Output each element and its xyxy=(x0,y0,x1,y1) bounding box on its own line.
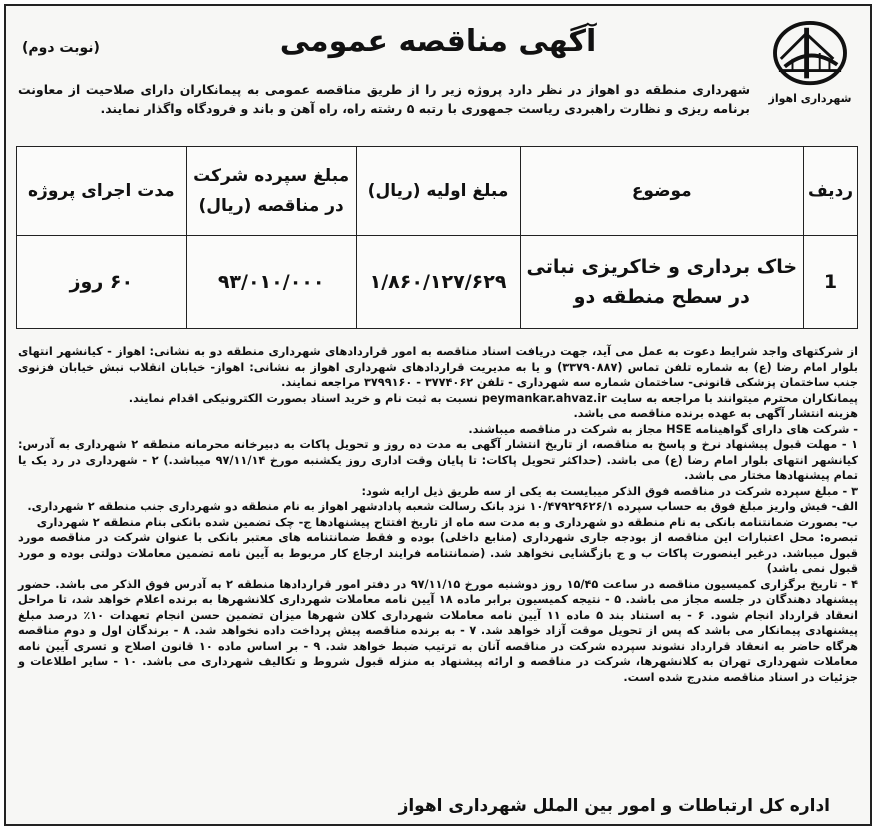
header-deposit-line2: در مناقصه (ریال) xyxy=(198,196,344,216)
table-row xyxy=(17,236,858,329)
cell-subject xyxy=(520,236,804,329)
body-paragraph-deadline: ۱ - مهلت قبول پیشنهاد نرخ و پاسخ به مناقصه، از تاریخ انتشار آگهی به مدت ده روز و تحویل پاکات به دبیرخانه محرمانه منطقه ۲ شهرداری به آدرس: کیانشهر انتهای بلوار امام رضا (ع) می باشد. (حداکثر تحویل پاکات: تا پایان وقت اداری روز یکشنبه مورخ ۹۷/۱۱/۱۴ میباشد.) ۲ - شهرداری در رد یک یا تمام پیشنهادها مختار می باشد. xyxy=(18,438,858,482)
body-paragraph-deposit-methods: ۳ - مبلغ سپرده شرکت در مناقصه فوق الذکر میبایست به یکی از سه طریق ذیل ارایه شود: xyxy=(361,484,858,498)
header-initial-amount: مبلغ اولیه (ریال) xyxy=(356,147,520,236)
header-deposit xyxy=(186,147,356,236)
cell-row-number: 1 xyxy=(804,236,858,329)
header-deposit-line1: مبلغ سپرده شرکت xyxy=(193,166,350,186)
issuer-signature: اداره کل ارتباطات و امور بین الملل شهرداری اهواز xyxy=(398,796,830,816)
cell-deposit: ۹۳/۰۱۰/۰۰۰ xyxy=(186,236,356,329)
body-paragraph-note: تبصره: محل اعتبارات این مناقصه از بودجه جاری شهرداری (منابع داخلی) بوده و فقط ضمانتنامه های معتبر بانکی با عنوان شرکت در مناقصه مورد قبول میباشد. درغیر اینصورت پاکات ب و ج بازگشایی نخواهد شد. (ضمانتنامه فرایند ارجاع کار مربوط به آیین نامه تضمین معاملات دولتی بوده و مورد قبول نمی باشد) xyxy=(18,531,858,575)
body-paragraph-conditions: ۴ - تاریخ برگزاری کمیسیون مناقصه در ساعت ۱۵/۴۵ روز دوشنبه مورخ ۹۷/۱۱/۱۵ در دفتر امور قراردادها منطقه ۲ به آدرس فوق الذکر می باشد. حضور پیشنهاد دهندگان در جلسه مجاز می باشد. ۵ - نتیجه کمیسیون برابر ماده ۱۸ آیین نامه معاملات شهرداری کلانشهرها به برنده اعلام خواهد شد، تا مراحل انعقاد قرارداد انجام شود. ۶ - به استناد بند ۵ ماده ۱۱ آیین نامه معاملات شهرداری کلان شهرها میزان تضمین حسن انجام تعهدات ۱۰٪ درصد مبلغ پیشنهادی پیمانکار می باشد که پس از تحویل موقت آزاد خواهد شد. ۷ - به برنده مناقصه پیش پرداخت داده نخواهد شد. ۸ - برندگان اول و دوم مناقصه هرگاه حاضر به انعقاد قرارداد نشوند سپرده شرکت در مناقصه آنان به ترتیب ضبط خواهد شد. ۹ - بر اساس ماده ۱۰ قانون اصلاح و تسری آیین نامه معاملات شهرداری تهران به کلانشهرها، شرکت در مناقصه و ارائه پیشنهاد به منزله قبول شروط و تکالیف شهرداری می باشد. ۱۰ - سایر اطلاعات و جزئیات در اسناد مناقصه مندرج شده است. xyxy=(18,577,858,684)
cell-subject-line2: در سطح منطقه دو xyxy=(573,286,750,308)
tender-table xyxy=(16,146,858,329)
notice-body xyxy=(18,344,858,685)
logo-caption: شهرداری اهواز xyxy=(768,92,852,105)
tender-notice-page xyxy=(4,4,872,826)
cell-subject-line1: خاک برداری و خاکریزی نباتی xyxy=(526,256,798,278)
table-header-row xyxy=(17,147,858,236)
cell-initial-amount: ۱/۸۶۰/۱۲۷/۶۲۹ xyxy=(356,236,520,329)
body-paragraph-invitation: از شرکتهای واجد شرایط دعوت به عمل می آید، جهت دریافت اسناد مناقصه به امور قراردادهای شهرداری منطقه دو به نشانی: اهواز - کیانشهر انتهای بلوار امام رضا (ع) به شماره تلفن تماس (۳۳۷۹۰۸۸۷) و یا به مدیریت قراردادهای شهرداری اهواز به نشانی: اهواز- خیابان انقلاب نبش خیابان فزنوی جنب ساختمان پزشکی قانونی- ساختمان شماره سه شهرداری - تلفن ۳۷۷۴۰۶۲ - ۳۷۹۹۱۶۰ مراجعه نمایند. xyxy=(18,345,858,389)
intro-paragraph: شهرداری منطقه دو اهواز در نظر دارد پروژه زیر را از طریق مناقصه عمومی به پیمانکاران دارای صلاحیت از معاونت برنامه ریزی و نظارت راهبردی ریاست جمهوری با رتبه ۵ رشته راه، راه آهن و باند و فرودگاه واگذار نمایند. xyxy=(18,82,750,116)
header-row-number: ردیف xyxy=(804,147,858,236)
body-paragraph-method-a: الف- فیش واریز مبلغ فوق به حساب سپرده ۱۰/۴۷۹۲۹۶۲۶/۱ نزد بانک رسالت شعبه پادادشهر اهواز به نام منطقه دو شهرداری جنب منطقه ۲ شهرداری. xyxy=(27,500,858,513)
round-label: (نوبت دوم) xyxy=(22,40,100,56)
header-duration: مدت اجرای پروژه xyxy=(17,147,187,236)
notice-title: آگهی مناقصه عمومی xyxy=(279,24,597,59)
header-subject: موضوع xyxy=(520,147,804,236)
body-paragraph-hse: - شرکت های دارای گواهینامه HSE مجاز به شرکت در مناقصه میباشند. xyxy=(468,422,858,436)
cell-duration: ۶۰ روز xyxy=(17,236,187,329)
body-paragraph-method-b: ب- بصورت ضمانتنامه بانکی به نام منطقه دو شهرداری و به مدت سه ماه از تاریخ افتتاح پیشنهادها ج- چک تضمین شده بانکی بنام منطقه ۲ شهرداری xyxy=(36,515,858,529)
body-paragraph-website: پیمانکاران محترم میتوانند با مراجعه به سایت peymankar.ahvaz.ir نسبت به ثبت نام و خرید اسناد بصورت الکترونیکی اقدام نمایند. xyxy=(128,391,858,405)
body-paragraph-cost: هزینه انتشار آگهی به عهده برنده مناقصه می باشد. xyxy=(573,407,858,420)
